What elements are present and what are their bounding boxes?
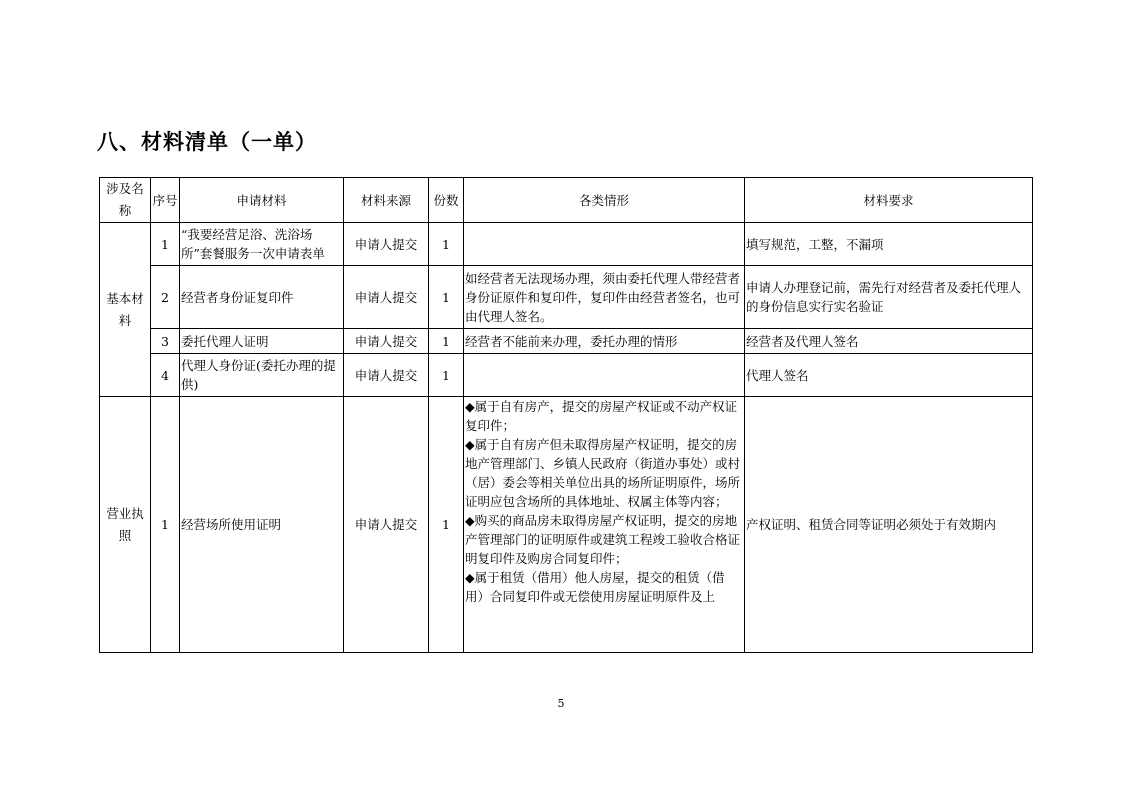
page-number: 5	[557, 697, 565, 710]
materials-table	[99, 177, 1033, 653]
source-cell: 申请人提交	[344, 354, 429, 397]
category-cell: 营业执照	[100, 397, 151, 653]
copies-cell: 1	[429, 266, 464, 329]
header-situations: 各类情形	[464, 178, 745, 223]
table-row	[100, 266, 1033, 329]
category-cell: 基本材料	[100, 223, 151, 397]
requirement-cell: 经营者及代理人签名	[745, 329, 1033, 354]
table-row	[100, 223, 1033, 266]
situation-cell	[464, 354, 745, 397]
material-cell: “我要经营足浴、洗浴场所”套餐服务一次申请表单	[180, 223, 344, 266]
situation-item: ◆购买的商品房未取得房屋产权证明，提交的房地产管理部门的证明原件或建筑工程竣工验收合格证明复印件及购房合同复印件；	[465, 513, 741, 566]
situation-item: ◆属于租赁（借用）他人房屋，提交的租赁（借用）合同复印件或无偿使用房屋证明原件及上	[465, 570, 725, 604]
source-cell: 申请人提交	[344, 329, 429, 354]
seq-cell: 1	[151, 397, 180, 653]
material-cell: 经营者身份证复印件	[180, 266, 344, 329]
page-title: 八、材料清单（一单）	[97, 130, 317, 154]
material-cell: 代理人身份证(委托办理的提供)	[180, 354, 344, 397]
requirement-cell: 填写规范，工整，不漏项	[745, 223, 1033, 266]
table-row	[100, 397, 1033, 653]
header-material: 申请材料	[180, 178, 344, 223]
requirement-cell: 申请人办理登记前，需先行对经营者及委托代理人的身份信息实行实名验证	[745, 266, 1033, 329]
table-header-row	[100, 178, 1033, 223]
header-copies: 份数	[429, 178, 464, 223]
requirement-cell: 代理人签名	[745, 354, 1033, 397]
source-cell: 申请人提交	[344, 223, 429, 266]
copies-cell: 1	[429, 354, 464, 397]
header-category: 涉及名称	[100, 178, 151, 223]
header-requirements: 材料要求	[745, 178, 1033, 223]
table-row	[100, 329, 1033, 354]
situation-item: ◆属于自有房产但未取得房屋产权证明，提交的房地产管理部门、乡镇人民政府（街道办事处）或村（居）委会等相关单位出具的场所证明原件，场所证明应包含场所的具体地址、权属主体等内容；	[465, 437, 741, 509]
header-seq: 序号	[151, 178, 180, 223]
situation-cell: 经营者不能前来办理，委托办理的情形	[464, 329, 745, 354]
situation-cell	[464, 397, 745, 653]
table-row	[100, 354, 1033, 397]
source-cell: 申请人提交	[344, 397, 429, 653]
situation-cell: 如经营者无法现场办理，须由委托代理人带经营者身份证原件和复印件，复印件由经营者签名，也可由代理人签名。	[464, 266, 745, 329]
situation-cell	[464, 223, 745, 266]
seq-cell: 3	[151, 329, 180, 354]
seq-cell: 1	[151, 223, 180, 266]
seq-cell: 2	[151, 266, 180, 329]
source-cell: 申请人提交	[344, 266, 429, 329]
copies-cell: 1	[429, 223, 464, 266]
material-cell: 经营场所使用证明	[180, 397, 344, 653]
material-cell: 委托代理人证明	[180, 329, 344, 354]
header-source: 材料来源	[344, 178, 429, 223]
situation-item: ◆属于自有房产，提交的房屋产权证或不动产权证复印件；	[465, 399, 738, 433]
situation-list	[465, 397, 743, 606]
copies-cell: 1	[429, 397, 464, 653]
copies-cell: 1	[429, 329, 464, 354]
seq-cell: 4	[151, 354, 180, 397]
requirement-cell: 产权证明、租赁合同等证明必须处于有效期内	[745, 397, 1033, 653]
